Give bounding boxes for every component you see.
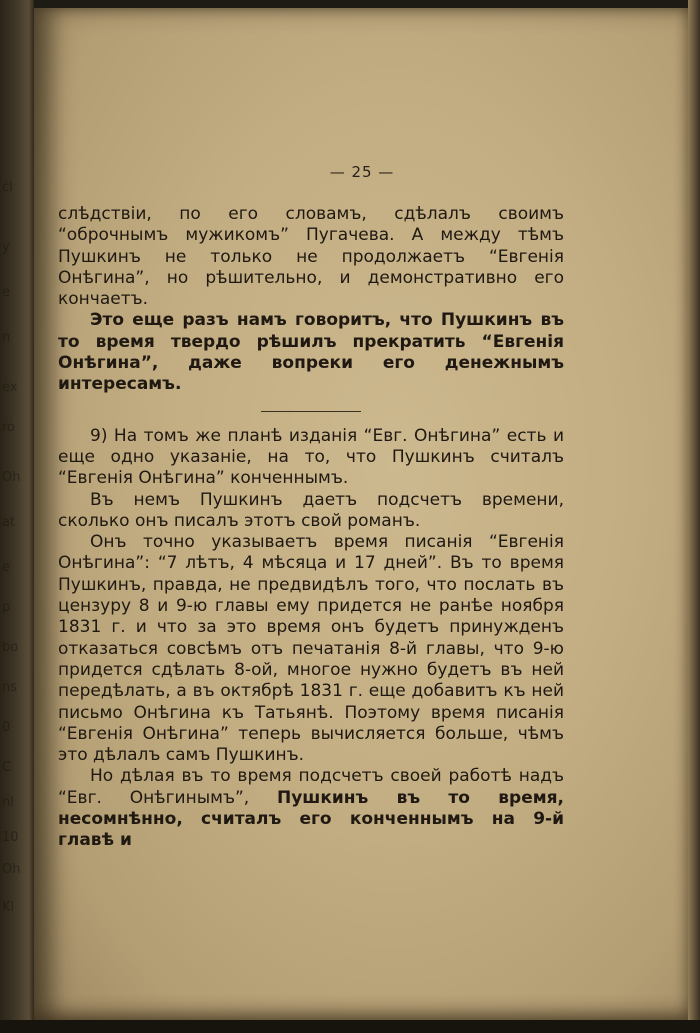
side-fragment: at [2,515,16,530]
paragraph-6 [58,766,564,851]
book-page [34,8,690,1020]
adjacent-page-edge [0,0,34,1033]
side-fragment: Oh [2,470,21,485]
side-fragment: n [2,330,11,345]
paragraph-4: Въ немъ Пушкинъ даетъ подсчетъ времени, сколько онъ писалъ этотъ свой романъ. [58,489,564,531]
side-fragment: cl [2,180,13,195]
side-fragment: bo [2,640,19,655]
side-fragment: 0 [2,720,11,735]
side-fragment: ex [2,380,18,395]
section-divider [261,411,361,412]
side-fragment: ro [2,420,16,435]
paragraph-1: слѣдствіи, по его словамъ, сдѣлалъ своимъ “оброчнымъ мужикомъ” Пугачева. А между тѣмъ Пушкинъ не только не продолжаетъ “Евгенія Онѣгина”, но рѣшительно, и демонстративно его кончаетъ. [58,204,564,310]
side-fragment: e [2,560,10,575]
paragraph-6-normal: Но дѣлая въ то время подсчетъ своей работѣ надъ “Евг. Онѣгинымъ”, [58,766,564,808]
side-fragment: C [2,760,12,775]
page-body [58,204,564,852]
paragraph-6-bold: Пушкинъ въ то время, несомнѣнно, считалъ его конченнымъ на 9-й главѣ и [58,787,564,851]
side-fragment: Oh [2,862,21,877]
page-number: — 25 — [329,163,395,181]
paragraph-5: Онъ точно указываетъ время писанія “Евгенія Онѣгина”: “7 лѣтъ, 4 мѣсяца и 17 дней”. Въ то время Пушкинъ, правда, не предвидѣлъ того, что послать въ цензуру 8 и 9-ю главы ему придется не ранѣе ноября 1831 г. и что за это время онъ будетъ принужденъ отказаться совсѣмъ отъ печатанія 8-й главы, что 9-ю придется сдѣлать 8-ой, многое нужно будетъ въ ней передѣлать, а въ октябрѣ 1831 г. еще добавитъ къ ней письмо Онѣгина къ Татьянѣ. Поэтому время писанія “Евгенія Онѣгина” теперь вычисляется больше, чѣмъ это дѣлалъ самъ Пушкинъ. [58,532,564,766]
side-fragment: nl [2,795,14,810]
side-fragment: y [2,240,10,255]
side-fragment: e [2,285,10,300]
side-fragment: ns [2,680,18,695]
paragraph-2-bold: Это еще разъ намъ говоритъ, что Пушкинъ въ то время твердо рѣшилъ прекратить “Евгенія Онѣгина”, даже вопреки его денежнымъ интересамъ. [58,310,564,395]
side-fragment: 10 [2,830,19,845]
paragraph-3: 9) На томъ же планѣ изданія “Евг. Онѣгина” есть и еще одно указаніе, на то, что Пушкинъ считалъ “Евгенія Онѣгина” конченнымъ. [58,425,564,489]
page-bottom-shadow [0,1020,700,1033]
page-right-edge [688,0,700,1033]
side-fragment: Kl [2,900,15,915]
side-fragment: p [2,600,11,615]
